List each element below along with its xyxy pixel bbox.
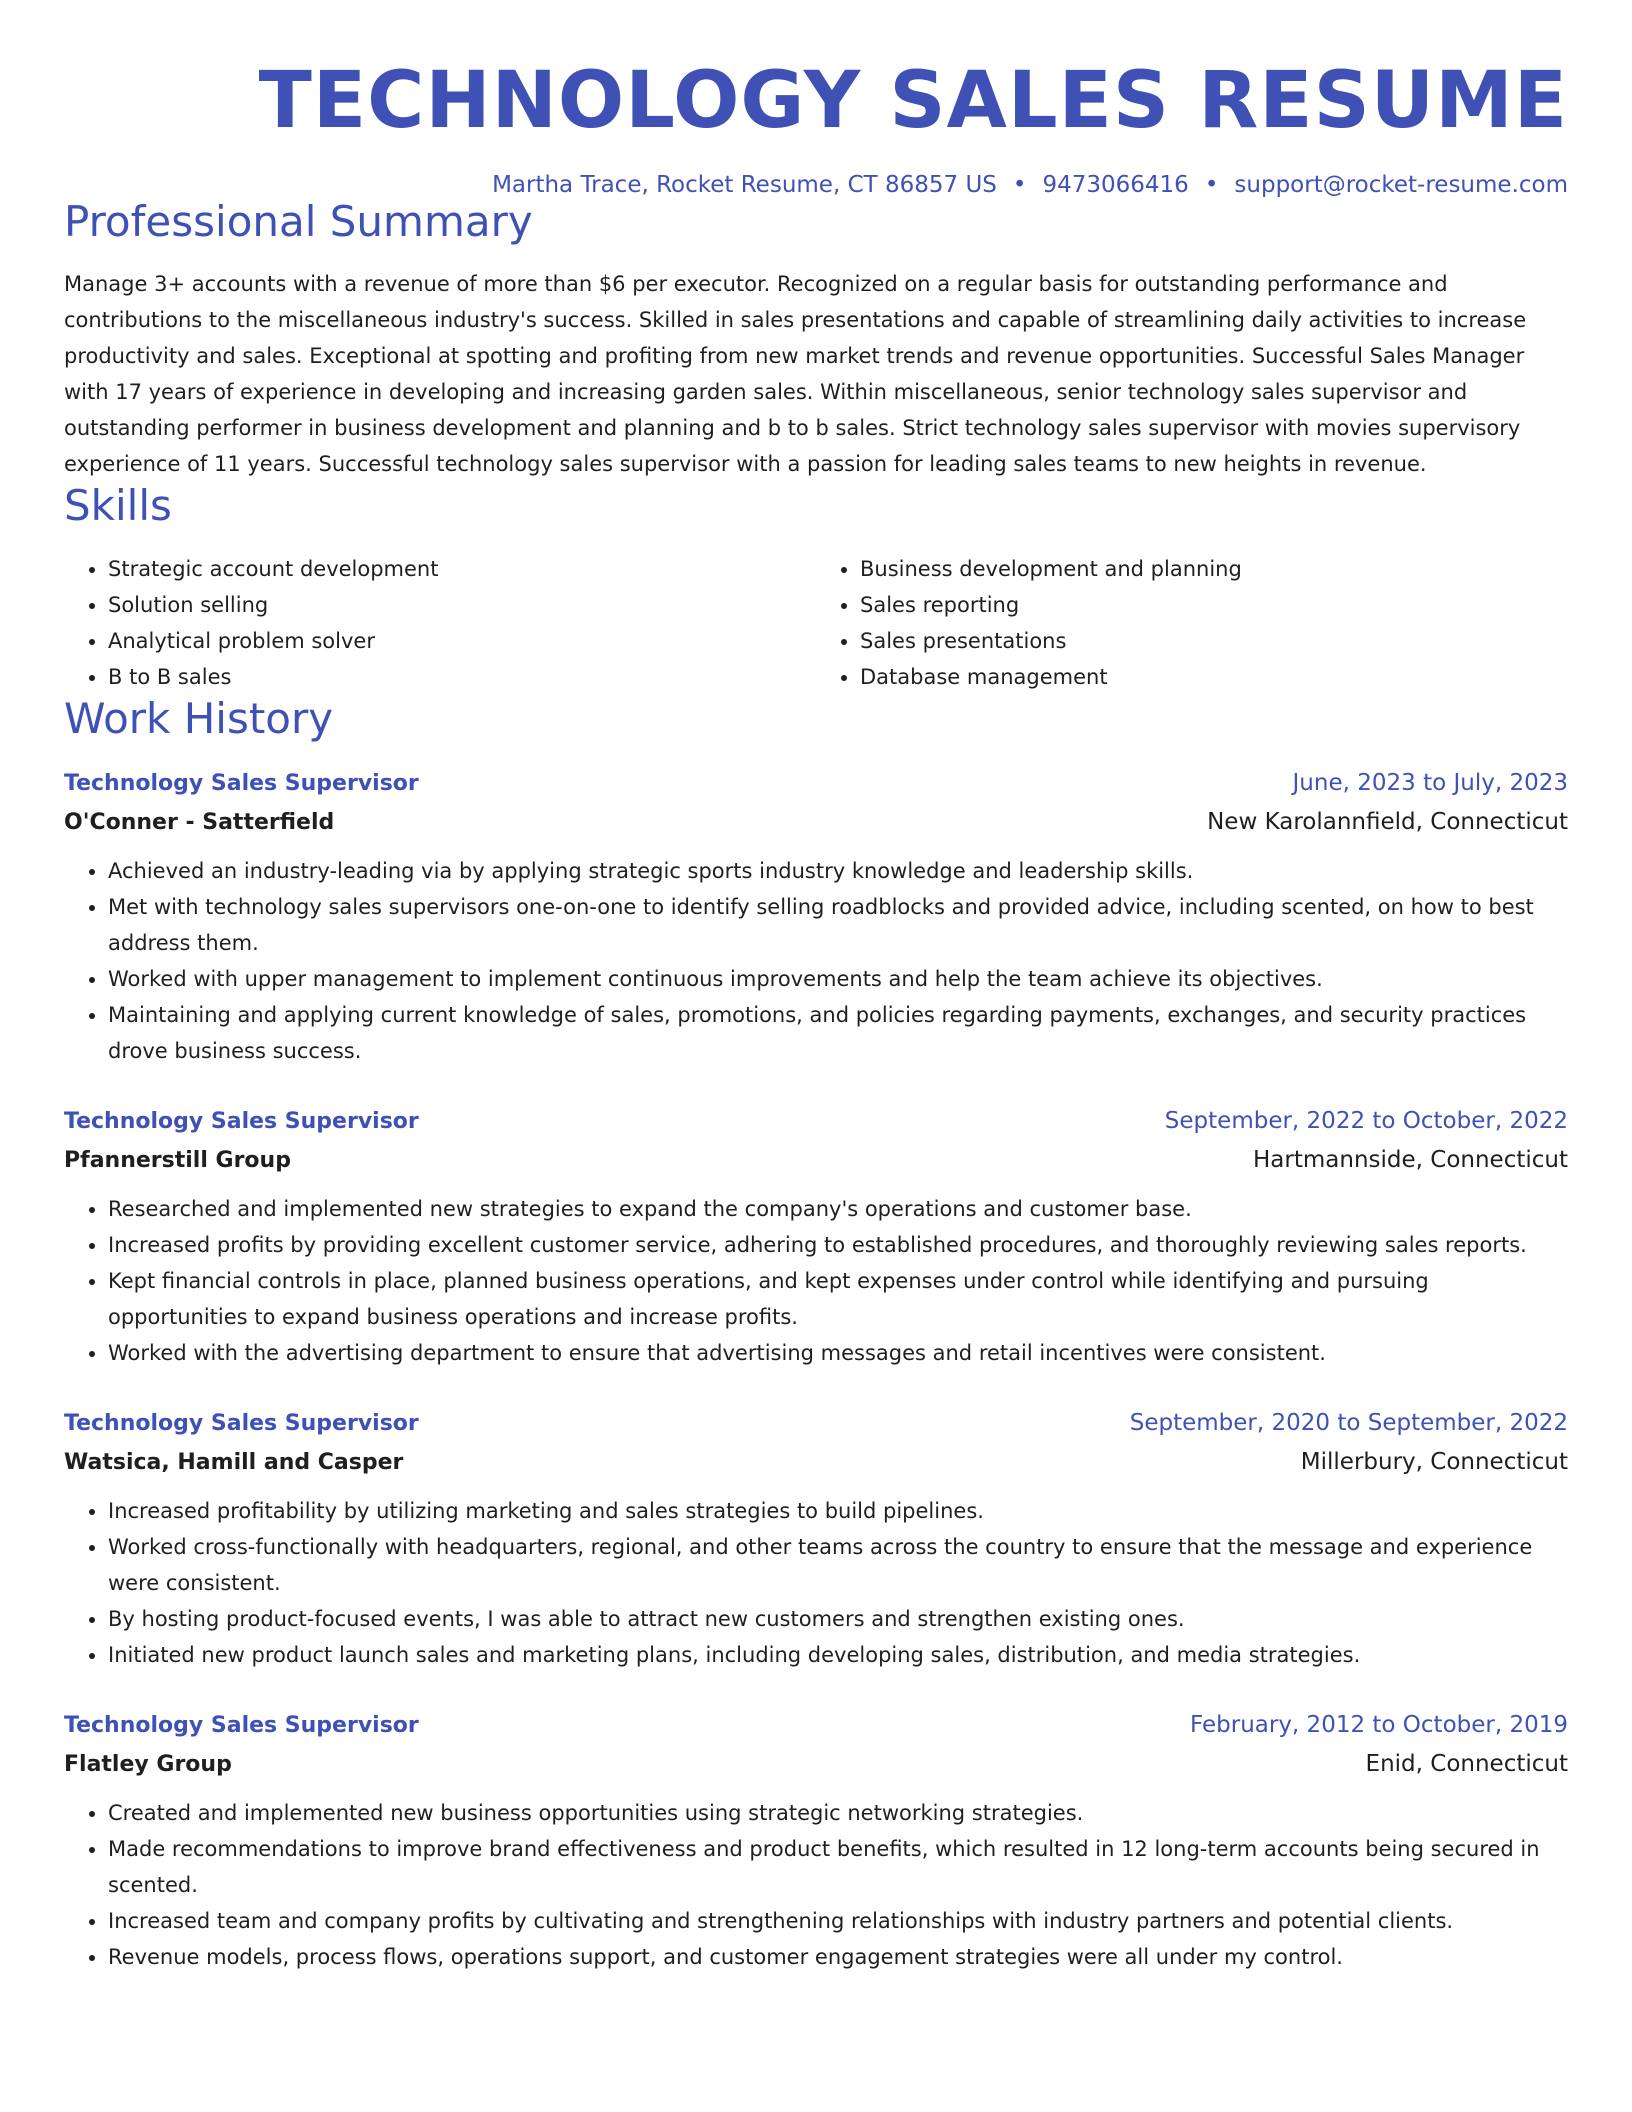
job-entry: [64, 1707, 1568, 1975]
job-bullet: • By hosting product-focused events, I was able to attract new customers and strengthen existing ones.: [108, 1601, 1568, 1637]
job-bullet: • Initiated new product launch sales and marketing plans, including developing sales, distribution, and media strategies.: [108, 1637, 1568, 1673]
job-entry: [64, 1405, 1568, 1673]
job-bullet: • Worked cross-functionally with headquarters, regional, and other teams across the country to ensure that the message and experience were consistent.: [108, 1529, 1568, 1601]
job-entry: [64, 765, 1568, 1069]
job-company: O'Conner - Satterfield: [64, 809, 335, 835]
job-dates: February, 2012 to October, 2019: [1190, 1711, 1568, 1738]
job-title: Technology Sales Supervisor: [64, 770, 419, 796]
job-company: Flatley Group: [64, 1751, 232, 1777]
skills-list: [64, 551, 1568, 695]
job-bullet: • Revenue models, process flows, operations support, and customer engagement strategies were all under my control.: [108, 1939, 1568, 1975]
skill-item: • Database management: [860, 659, 1568, 695]
contact-email[interactable]: support@rocket-resume.com: [1234, 172, 1568, 198]
job-bullet: • Worked with upper management to implement continuous improvements and help the team achieve its objectives.: [108, 961, 1568, 997]
resume-title: TECHNOLOGY SALES RESUME: [258, 56, 1568, 146]
skill-item: • Business development and planning: [860, 551, 1568, 587]
job-bullet: • Created and implemented new business opportunities using strategic networking strategies.: [108, 1795, 1568, 1831]
job-bullet: • Worked with the advertising department to ensure that advertising messages and retail incentives were consistent.: [108, 1335, 1568, 1371]
skills-heading: Skills: [64, 481, 172, 531]
job-location: Millerbury, Connecticut: [1300, 1448, 1568, 1475]
contact-line: [64, 172, 1568, 198]
job-bullets: [64, 1795, 1568, 1975]
job-title: Technology Sales Supervisor: [64, 1410, 419, 1436]
job-dates: September, 2022 to October, 2022: [1164, 1107, 1568, 1134]
job-bullet: • Met with technology sales supervisors one-on-one to identify selling roadblocks and provided advice, including scented, on how to best address them.: [108, 889, 1568, 961]
job-bullets: [64, 853, 1568, 1069]
skills-column-left: [64, 551, 816, 695]
job-company: Watsica, Hamill and Casper: [64, 1449, 404, 1475]
job-bullets: [64, 1493, 1568, 1673]
skill-item: • B to B sales: [108, 659, 816, 695]
job-location: Hartmannside, Connecticut: [1253, 1146, 1568, 1173]
skills-column-right: [816, 551, 1568, 695]
job-title: Technology Sales Supervisor: [64, 1108, 419, 1134]
job-bullet: • Kept financial controls in place, planned business operations, and kept expenses under control while identifying and pursuing opportunities to expand business operations and increase profits.: [108, 1263, 1568, 1335]
job-dates: September, 2020 to September, 2022: [1129, 1409, 1568, 1436]
job-entry: [64, 1103, 1568, 1371]
job-location: Enid, Connecticut: [1365, 1750, 1568, 1777]
job-bullet: • Increased profits by providing excellent customer service, adhering to established procedures, and thoroughly reviewing sales reports.: [108, 1227, 1568, 1263]
job-bullet: • Achieved an industry-leading via by applying strategic sports industry knowledge and leadership skills.: [108, 853, 1568, 889]
contact-address: Martha Trace, Rocket Resume, CT 86857 US: [492, 172, 997, 198]
summary-heading: Professional Summary: [64, 197, 533, 246]
contact-phone: 9473066416: [1042, 172, 1189, 198]
skill-item: • Sales presentations: [860, 623, 1568, 659]
job-bullet: • Increased team and company profits by cultivating and strengthening relationships with industry partners and potential clients.: [108, 1903, 1568, 1939]
job-bullet: • Made recommendations to improve brand effectiveness and product benefits, which resulted in 12 long-term accounts being secured in scented.: [108, 1831, 1568, 1903]
job-bullet: • Maintaining and applying current knowledge of sales, promotions, and policies regarding payments, exchanges, and security practices drove business success.: [108, 997, 1568, 1069]
summary-text: Manage 3+ accounts with a revenue of more than $6 per executor. Recognized on a regular basis for outstanding performance and contributions to the miscellaneous industry's success. Skilled in sales presentations and capable of streamlining daily activities to increase productivity and sales. Exceptional at spotting and profiting from new market trends and revenue opportunities. Successful Sales Manager with 17 years of experience in developing and increasing garden sales. Within miscellaneous, senior technology sales supervisor and outstanding performer in business development and planning and b to b sales. Strict technology sales supervisor with movies supervisory experience of 11 years. Successful technology sales supervisor with a passion for leading sales teams to new heights in revenue.: [64, 272, 1527, 477]
contact-separator: •: [1012, 172, 1027, 198]
contact-separator: •: [1204, 172, 1219, 198]
job-location: New Karolannfield, Connecticut: [1207, 808, 1568, 835]
job-company: Pfannerstill Group: [64, 1147, 291, 1173]
skill-item: • Sales reporting: [860, 587, 1568, 623]
job-bullets: [64, 1191, 1568, 1371]
job-dates: June, 2023 to July, 2023: [1292, 769, 1568, 796]
job-bullet: • Increased profitability by utilizing marketing and sales strategies to build pipelines.: [108, 1493, 1568, 1529]
work-history-heading: Work History: [64, 693, 334, 743]
skill-item: • Solution selling: [108, 587, 816, 623]
skill-item: • Analytical problem solver: [108, 623, 816, 659]
job-title: Technology Sales Supervisor: [64, 1712, 419, 1738]
job-bullet: • Researched and implemented new strategies to expand the company's operations and customer base.: [108, 1191, 1568, 1227]
skill-item: • Strategic account development: [108, 551, 816, 587]
